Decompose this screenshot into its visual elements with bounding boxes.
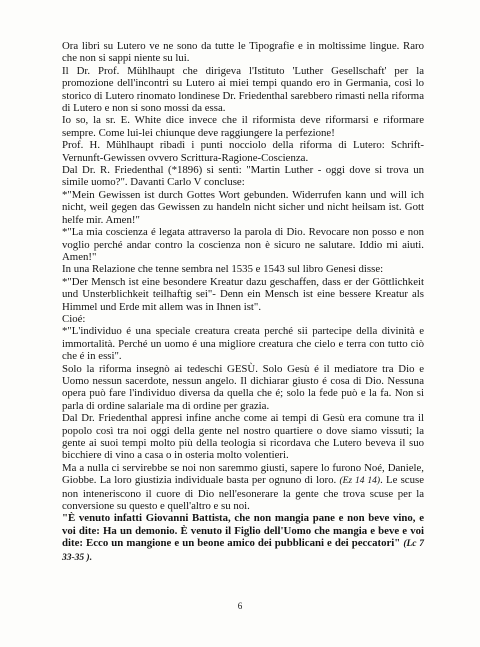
paragraph-giustizia-text-1: Ma a nulla ci servirebbe se noi non saremmo giusti, sapere lo furono Noé, Daniele, Giobbe. La loro giustizia individuale basta per ognuno di loro. (62, 461, 424, 487)
paragraph-1: Ora libri su Lutero ve ne sono da tutte le Tipografie e in moltissime lingue. Raro che non si sappi niente su lui. (62, 40, 424, 65)
paragraph-relazione: In una Relazione che tenne sembra nel 1535 e 1543 sul libro Genesi disse: (62, 263, 384, 276)
paragraph-friedenthal: Dal Dr. Friedenthal appresi infine anche come ai tempi di Gesù era comune tra il popolo così tra noi oggi della gente nel nostro quartiere o dove siamo vissuti; la gente ai suoi tempi molto più della teologia si ricordava che Lutero beveva il suo bicchiere di vino a casa o in osteria molto volentieri. (62, 412, 424, 462)
page-number: 6 (237, 601, 243, 611)
quote-italian-1: *"La mia coscienza é legata attraverso la parola di Dio. Revocare non posso e non voglio perché andar contro la coscienza non è sicuro ne salutare. Iddio mi aiuti. Amen!" (62, 226, 424, 263)
citation-luca: (Lc 7 33-35 ). (62, 539, 425, 563)
paragraph-2: Il Dr. Prof. Mühlhaupt che dirigeva l'Istituto 'Luther Gesellschaft' per la promozione dell'incontri su Lutero ai miei tempi quando ero in Germania, così lo storico di Lutero rinomato londinese Dr. Friedenthal sarebbero rimasti nella riforma di Lutero e non si sono mossi da essa. (62, 64, 424, 115)
paragraph-cioe: Cioé: (62, 312, 86, 325)
quote-italian-2: *"L'individuo é una speciale creatura creata perché sii partecipe della divinità e immortalità. Perché un uomo é una migliore creatura che cielo e terra con tutto ciò che é in essi". (62, 325, 424, 363)
body-text (62, 40, 424, 564)
paragraph-5: Dal Dr. R. Friedenthal (*1896) si sentì: "Martin Luther - oggi dove si trova un simile uomo?". Davanti Carlo V concluse: (62, 164, 424, 189)
final-quote-text: "È venuto infatti Giovanni Battista, che non mangia pane e non beve vino, e voi dite: Ha un demonio. È venuto il Figlio dell'Uomo che mangia e beve e voi dite: Ecco un mangione e un beone amico dei pubblicani e dei peccatori" (62, 512, 424, 550)
paragraph-final-quote (62, 512, 424, 564)
quote-german-1: *"Mein Gewissen ist durch Gottes Wort gebunden. Widerrufen kann und will ich nicht, weil gegen das Gewissen zu handeln nicht sicher und nicht heilsam ist. Gott helfe mir. Amen!" (62, 188, 424, 226)
paragraph-giustizia (62, 462, 424, 513)
quote-german-2: *"Der Mensch ist eine besondere Kreatur dazu geschaffen, dass er der Göttlichkeit und Unsterblichkeit teilhaftig sei"- Denn ein Mensch ist eine bessere Kreatur als Himmel und Erde mit allem was in Ihnen ist". (62, 275, 424, 313)
paragraph-giustizia-text-2: . Le scuse non inteneriscono il cuore di Dio nell'esonerare la gente che trova scuse per la conversione su questo e quell'altro e su noi. (62, 474, 424, 513)
citation-ezechiele: (Ez 14 14) (339, 476, 381, 487)
paragraph-3: Io so, la sr. E. White dice invece che il riformista deve riformarsi e riformare sempre. Come lui-lei chiunque deve raggiungere la perfezione! (62, 114, 424, 139)
paragraph-gesu: Solo la riforma insegnò ai tedeschi GESÙ. Solo Gesù é il mediatore tra Dio e Uomo nessun sacerdote, nessun angelo. Il dichiarar giusto é cosa di Dio. Nessuna opera può fare l'individuo diversa da quella che é; solo la fede può e la fa. Non si parla di ordine salariale ma di ordine per grazia. (62, 362, 424, 412)
paragraph-4: Prof. H. Mühlhaupt ribadì i punti nocciolo della riforma di Lutero: Schrift-Vernunft-Gewissen ovvero Scrittura-Ragione-Coscienza. (62, 139, 424, 164)
